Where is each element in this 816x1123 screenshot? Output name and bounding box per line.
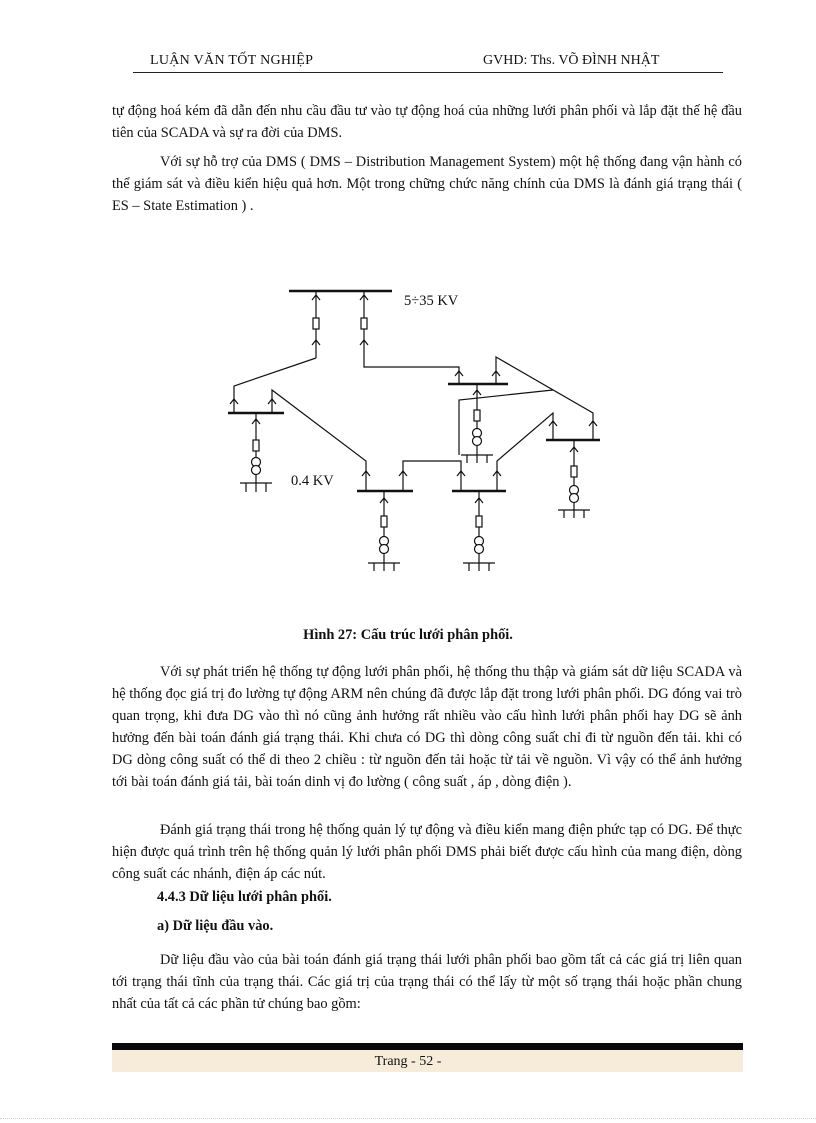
substation-b	[448, 371, 508, 463]
paragraph-1: tự động hoá kém đã dẫn đến nhu cầu đầu tư vào tự động hoá của những lưới phân phối và lắp đặt thế hệ đầu tiên của SCADA và sự ra đời của DMS.	[112, 103, 742, 141]
paragraph-3: Với sự phát triển hệ thống tự động lưới phân phối, hệ thống thu thập và giám sát dữ liệu SCADA và hệ thống đọc giá trị đo lường tự động ARM nên chúng đã được lắp đặt trong lưới phân phối. DG đóng vai trò quan trọng, khi đưa DG vào thì nó cũng ảnh hưởng rất nhiều vào cấu hình lưới phân phối hay DG sẽ ảnh hưởng đến bài toán đánh giá trạng thái. Khi chưa có DG thì dòng công suất chỉ đi từ nguồn đến tải. khi có DG dòng công suất có thể di theo 2 chiều : từ nguồn đến tải hoặc từ tải về nguồn. Vì vậy có thể ảnh hưởng tới bài toán đánh giá tải, bài toán dinh vị đo lường ( công suất , áp , dòng điện ).	[112, 664, 742, 790]
feeder-left	[312, 291, 320, 358]
page-number: Trang - 52 -	[374, 1054, 442, 1069]
subsection-heading: a) Dữ liệu đầu vào.	[157, 918, 274, 934]
substation-e	[452, 466, 506, 571]
label-low-voltage: 0.4 KV	[291, 473, 334, 489]
section-heading: 4.4.3 Dữ liệu lưới phân phối.	[157, 889, 332, 905]
header-thesis-title: LUẬN VĂN TỐT NGHIỆP	[150, 53, 314, 68]
figure-caption: Hình 27: Cấu trúc lưới phân phối.	[303, 627, 513, 643]
paragraph-2: Với sự hỗ trợ của DMS ( DMS – Distribution Management System) một hệ thống đang vận hành có thể giám sát và điều kiển hiệu quả hơn. Một trong chững chức năng chính của DMS là đánh giá trạng thái ( ES – State Estimation ) .	[112, 154, 742, 214]
substation-a	[228, 399, 284, 492]
header-advisor: GVHD: Ths. VÕ ĐÌNH NHẬT	[483, 53, 660, 68]
substation-c	[546, 420, 600, 518]
substation-d	[357, 466, 413, 571]
feeder-right	[360, 291, 368, 358]
label-high-voltage: 5÷35 KV	[404, 293, 459, 309]
footer-bar	[112, 1043, 743, 1050]
paragraph-4: Đánh giá trạng thái trong hệ thống quản lý tự động và điều kiển mang điện phức tạp có DG. Để thực hiện được quá trình trên hệ thống quản lý lưới phân phối DMS phải biết được cấu hình của mang điện, dòng công suất các nhánh, điện áp các nút.	[112, 822, 742, 882]
page-edge	[0, 1118, 816, 1119]
paragraph-5: Dữ liệu đầu vào của bài toán đánh giá trạng thái lưới phân phối bao gồm tất cả các giá trị liên quan tới trạng thái tĩnh của trạng thái. Các giá trị của trạng thái có thể lấy từ một số trạng thái hoặc phần chung nhất của tất cả các phần tử chúng bao gồm:	[112, 952, 742, 1012]
